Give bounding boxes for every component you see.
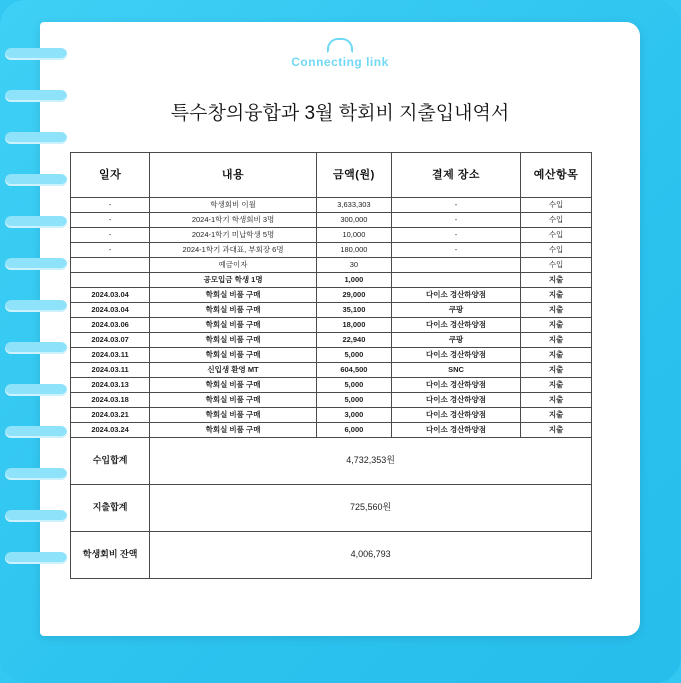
summary-label: 학생회비 잔액 — [71, 532, 150, 579]
cell-date: - — [71, 243, 150, 258]
column-header-desc: 내용 — [150, 153, 317, 198]
table-row — [71, 408, 592, 423]
logo-text: Connecting link — [291, 55, 389, 69]
cell-date: 2024.03.11 — [71, 363, 150, 378]
cell-amount: 5,000 — [316, 348, 391, 363]
page-title: 특수창의융합과 3월 학회비 지출입내역서 — [170, 103, 510, 124]
cell-amount: 180,000 — [316, 243, 391, 258]
cell-amount: 5,000 — [316, 378, 391, 393]
table-header-row — [71, 153, 592, 198]
summary-row — [71, 485, 592, 532]
cell-category: 수입 — [521, 213, 592, 228]
table-row — [71, 213, 592, 228]
cell-place — [391, 273, 520, 288]
cell-category: 수입 — [521, 258, 592, 273]
cell-date: 2024.03.21 — [71, 408, 150, 423]
table-row — [71, 303, 592, 318]
binding-ring — [5, 90, 67, 102]
cell-category: 지출 — [521, 423, 592, 438]
cell-place: - — [391, 213, 520, 228]
cell-amount: 3,000 — [316, 408, 391, 423]
cell-category: 지출 — [521, 393, 592, 408]
cell-place — [391, 258, 520, 273]
cell-category: 지출 — [521, 408, 592, 423]
cell-date: 2024.03.07 — [71, 333, 150, 348]
cell-desc: 공모입금 학생 1명 — [150, 273, 317, 288]
cell-place: - — [391, 198, 520, 213]
cell-amount: 3,633,303 — [316, 198, 391, 213]
cell-category: 지출 — [521, 333, 592, 348]
cell-category: 지출 — [521, 288, 592, 303]
table-header — [71, 153, 592, 198]
connecting-link-logo — [40, 38, 640, 69]
cell-amount: 30 — [316, 258, 391, 273]
cell-desc: 2024-1학기 미납학생 5명 — [150, 228, 317, 243]
cell-category: 지출 — [521, 318, 592, 333]
cell-date: - — [71, 198, 150, 213]
column-header-date: 일자 — [71, 153, 150, 198]
cell-date — [71, 273, 150, 288]
summary-value: 4,006,793 — [150, 532, 592, 579]
table-row — [71, 378, 592, 393]
table-row — [71, 318, 592, 333]
spiral-binding — [0, 48, 72, 593]
cell-place: 다이소 경산하양점 — [391, 408, 520, 423]
cell-desc: 학회실 비품 구매 — [150, 303, 317, 318]
cell-date: 2024.03.24 — [71, 423, 150, 438]
cell-amount: 604,500 — [316, 363, 391, 378]
table-row — [71, 363, 592, 378]
cell-desc: 학회실 비품 구매 — [150, 288, 317, 303]
table-summary — [71, 438, 592, 579]
column-header-category: 예산항목 — [521, 153, 592, 198]
cell-amount: 1,000 — [316, 273, 391, 288]
column-header-amount: 금액(원) — [316, 153, 391, 198]
cell-amount: 300,000 — [316, 213, 391, 228]
cell-place: 쿠팡 — [391, 333, 520, 348]
cell-date: 2024.03.18 — [71, 393, 150, 408]
cell-category: 지출 — [521, 378, 592, 393]
cell-category: 수입 — [521, 243, 592, 258]
cell-place: 다이소 경산하양점 — [391, 348, 520, 363]
table-body — [71, 198, 592, 438]
table-row — [71, 423, 592, 438]
arc-icon — [327, 38, 353, 53]
table-row — [71, 333, 592, 348]
binding-ring — [5, 384, 67, 396]
cell-desc: 2024-1학기 과대표, 부회장 6명 — [150, 243, 317, 258]
table-row — [71, 273, 592, 288]
cell-place: 다이소 경산하양점 — [391, 393, 520, 408]
cell-category: 지출 — [521, 303, 592, 318]
cell-desc: 예금이자 — [150, 258, 317, 273]
cell-place: SNC — [391, 363, 520, 378]
binding-ring — [5, 216, 67, 228]
cell-place: 쿠팡 — [391, 303, 520, 318]
cell-desc: 학회실 비품 구매 — [150, 318, 317, 333]
summary-value: 4,732,353원 — [150, 438, 592, 485]
cell-place: 다이소 경산하양점 — [391, 288, 520, 303]
table-row — [71, 228, 592, 243]
cell-amount: 18,000 — [316, 318, 391, 333]
cell-date: 2024.03.06 — [71, 318, 150, 333]
table-row — [71, 288, 592, 303]
cell-amount: 29,000 — [316, 288, 391, 303]
cell-desc: 신입생 환영 MT — [150, 363, 317, 378]
binding-ring — [5, 48, 67, 60]
table-row — [71, 393, 592, 408]
cell-place: - — [391, 243, 520, 258]
cell-amount: 22,940 — [316, 333, 391, 348]
expense-ledger-table — [70, 152, 592, 579]
cell-place: 다이소 경산하양점 — [391, 378, 520, 393]
column-header-place: 결제 장소 — [391, 153, 520, 198]
document-page — [40, 22, 640, 636]
table-row — [71, 198, 592, 213]
binding-ring — [5, 174, 67, 186]
cell-date: - — [71, 228, 150, 243]
cell-desc: 학회실 비품 구매 — [150, 423, 317, 438]
binding-ring — [5, 552, 67, 564]
binding-ring — [5, 132, 67, 144]
binding-ring — [5, 510, 67, 522]
cell-desc: 학회실 비품 구매 — [150, 393, 317, 408]
cell-category: 지출 — [521, 273, 592, 288]
cell-date: 2024.03.13 — [71, 378, 150, 393]
cell-desc: 학회실 비품 구매 — [150, 348, 317, 363]
cell-date — [71, 258, 150, 273]
cell-place: - — [391, 228, 520, 243]
cell-date: 2024.03.04 — [71, 303, 150, 318]
cell-place: 다이소 경산하양점 — [391, 318, 520, 333]
summary-label: 수입합계 — [71, 438, 150, 485]
cell-date: 2024.03.11 — [71, 348, 150, 363]
binding-ring — [5, 300, 67, 312]
cell-category: 수입 — [521, 198, 592, 213]
cell-desc: 학회실 비품 구매 — [150, 378, 317, 393]
binding-ring — [5, 258, 67, 270]
cell-date: - — [71, 213, 150, 228]
cell-amount: 35,100 — [316, 303, 391, 318]
summary-value: 725,560원 — [150, 485, 592, 532]
binding-ring — [5, 342, 67, 354]
cell-date: 2024.03.04 — [71, 288, 150, 303]
cell-desc: 2024-1학기 학생회비 3명 — [150, 213, 317, 228]
table-row — [71, 348, 592, 363]
cell-place: 다이소 경산하양점 — [391, 423, 520, 438]
cell-amount: 5,000 — [316, 393, 391, 408]
cell-category: 수입 — [521, 228, 592, 243]
summary-label: 지출합계 — [71, 485, 150, 532]
cell-desc: 학회실 비품 구매 — [150, 333, 317, 348]
summary-row — [71, 438, 592, 485]
binding-ring — [5, 468, 67, 480]
cell-amount: 6,000 — [316, 423, 391, 438]
binding-ring — [5, 426, 67, 438]
cell-amount: 10,000 — [316, 228, 391, 243]
cell-category: 지출 — [521, 363, 592, 378]
cell-desc: 학생회비 이월 — [150, 198, 317, 213]
cell-desc: 학회실 비품 구매 — [150, 408, 317, 423]
table-row — [71, 243, 592, 258]
cell-category: 지출 — [521, 348, 592, 363]
table-row — [71, 258, 592, 273]
summary-row — [71, 532, 592, 579]
